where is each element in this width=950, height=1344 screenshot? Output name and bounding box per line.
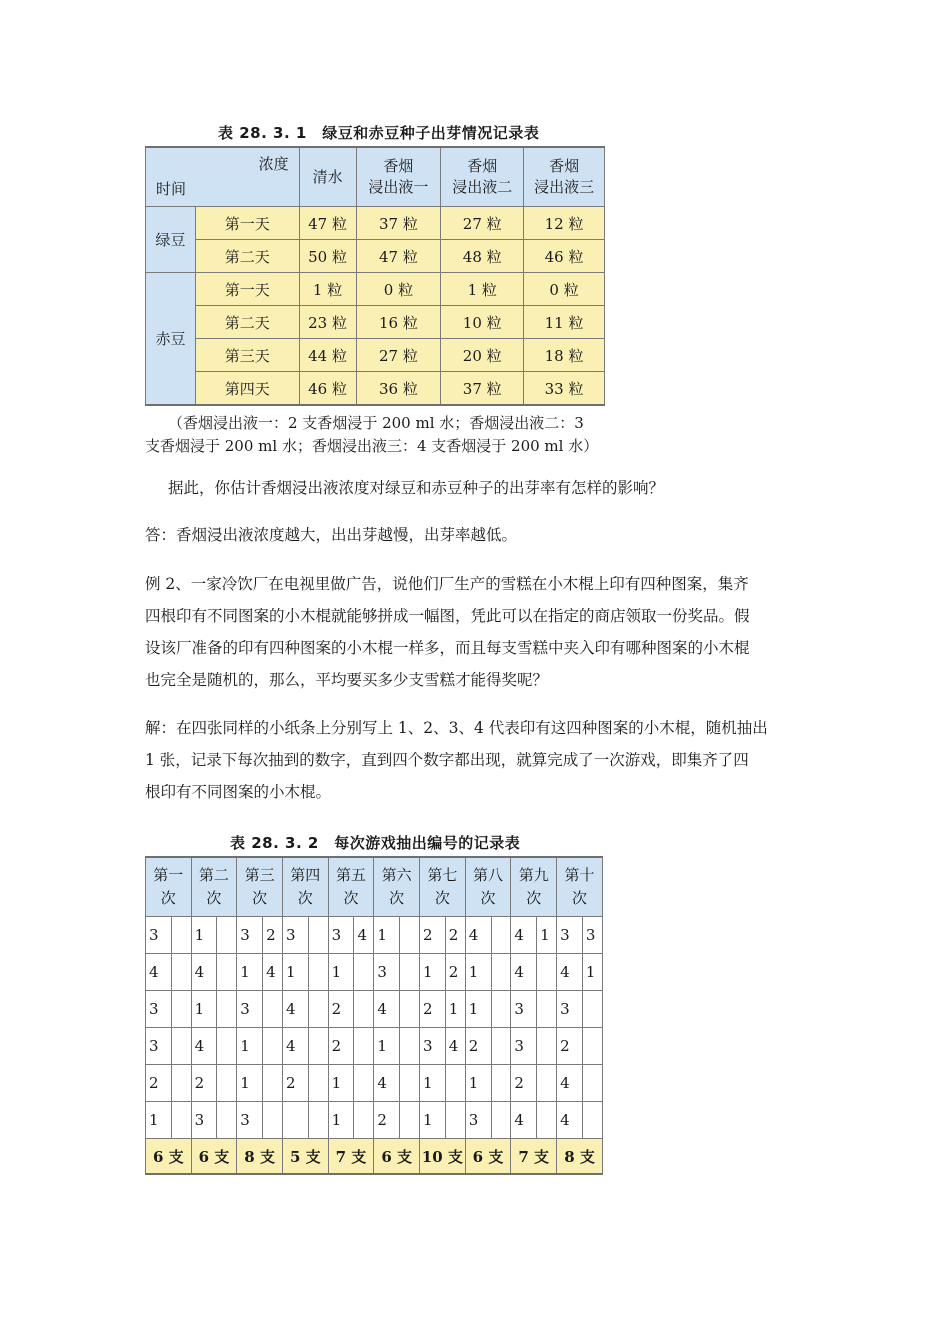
draw-cell (308, 1028, 328, 1065)
count-cell: 27 粒 (356, 339, 441, 372)
draw-cell: 2 (445, 954, 465, 991)
table-row (146, 240, 605, 273)
draw-cell: 4 (146, 954, 172, 991)
concentration-label: 浓度 (258, 155, 289, 173)
header-text: 第三 (244, 866, 275, 884)
count-cell: 12 粒 (524, 207, 605, 240)
draw-cell: 3 (582, 917, 602, 954)
draw-cell (582, 1065, 602, 1102)
draw-cell (537, 1065, 557, 1102)
table-row (146, 1028, 603, 1065)
count-cell: 46 粒 (524, 240, 605, 273)
header-text: 次 (480, 889, 496, 907)
draw-cell (400, 917, 420, 954)
count-cell: 11 粒 (524, 306, 605, 339)
header-text: 第十 (564, 866, 595, 884)
day-cell: 第一天 (195, 207, 299, 240)
count-cell: 0 粒 (524, 273, 605, 306)
count-cell: 44 粒 (299, 339, 356, 372)
day-cell: 第三天 (195, 339, 299, 372)
total-cell: 6 支 (146, 1139, 192, 1175)
table-row (146, 1065, 603, 1102)
table-row (146, 954, 603, 991)
draw-cell (400, 954, 420, 991)
draw-cell (282, 1102, 308, 1139)
total-cell: 5 支 (282, 1139, 328, 1175)
count-cell: 47 粒 (356, 240, 441, 273)
draw-cell (491, 954, 511, 991)
draw-cell (308, 1102, 328, 1139)
count-cell: 1 粒 (299, 273, 356, 306)
total-cell: 7 支 (328, 1139, 374, 1175)
draw-cell: 3 (557, 917, 583, 954)
draw-cell: 2 (263, 917, 283, 954)
count-cell: 23 粒 (299, 306, 356, 339)
draw-cell (400, 1028, 420, 1065)
draw-cell (171, 1065, 191, 1102)
draw-cell (354, 1065, 374, 1102)
day-cell: 第二天 (195, 306, 299, 339)
draw-cell: 4 (511, 917, 537, 954)
draw-cell (537, 1028, 557, 1065)
table-row (146, 207, 605, 240)
draw-cell: 3 (146, 1028, 172, 1065)
header-text: 次 (206, 889, 222, 907)
table1-caption: 表 28. 3. 1 绿豆和赤豆种子出芽情况记录表 (218, 124, 540, 142)
draw-cell: 4 (465, 917, 491, 954)
count-cell: 50 粒 (299, 240, 356, 273)
draw-cell (217, 1102, 237, 1139)
column-header (441, 147, 524, 207)
game-header (328, 857, 374, 917)
game-header (282, 857, 328, 917)
draw-cell: 4 (282, 1028, 308, 1065)
draw-cell: 3 (511, 991, 537, 1028)
draw-cell (263, 1028, 283, 1065)
question-text: 据此，你估计香烟浸出液浓度对绿豆和赤豆种子的出芽率有怎样的影响？ (168, 479, 665, 497)
draw-cell (582, 1102, 602, 1139)
day-cell: 第一天 (195, 273, 299, 306)
draw-cell: 1 (282, 954, 308, 991)
total-cell: 10 支 (419, 1139, 465, 1175)
corner-cell (146, 147, 300, 207)
count-cell: 37 粒 (441, 372, 524, 406)
count-cell: 1 粒 (441, 273, 524, 306)
draw-cell: 1 (328, 1065, 354, 1102)
draw-cell (263, 1102, 283, 1139)
header-text: 次 (297, 889, 313, 907)
header-text: 第八 (473, 866, 504, 884)
table-row (146, 306, 605, 339)
draw-cell: 1 (237, 1065, 263, 1102)
total-cell: 7 支 (511, 1139, 557, 1175)
draw-cell: 4 (445, 1028, 465, 1065)
draw-cell: 3 (282, 917, 308, 954)
draw-cell: 3 (146, 991, 172, 1028)
bean-name: 绿豆 (146, 207, 196, 273)
count-cell: 37 粒 (356, 207, 441, 240)
example2-line: 也完全是随机的，那么，平均要买多少支雪糕才能得奖呢？ (145, 671, 549, 689)
draw-cell (171, 954, 191, 991)
draw-cell: 1 (191, 991, 217, 1028)
draw-cell: 2 (328, 1028, 354, 1065)
draw-cell (171, 1028, 191, 1065)
draw-cell: 4 (354, 917, 374, 954)
count-cell: 46 粒 (299, 372, 356, 406)
draw-cell: 2 (419, 991, 445, 1028)
totals-row (146, 1139, 603, 1175)
day-cell: 第四天 (195, 372, 299, 406)
draw-cell: 3 (146, 917, 172, 954)
game-header (511, 857, 557, 917)
draw-cell (445, 1065, 465, 1102)
solution-line: 1 张，记录下每次抽到的数字，直到四个数字都出现，就算完成了一次游戏，即集齐了四 (145, 751, 749, 769)
game-header (465, 857, 511, 917)
count-cell: 36 粒 (356, 372, 441, 406)
header-text: 次 (389, 889, 405, 907)
draw-cell: 1 (237, 954, 263, 991)
table2-caption: 表 28. 3. 2 每次游戏抽出编号的记录表 (230, 834, 521, 852)
draw-cell: 2 (328, 991, 354, 1028)
draw-cell (582, 991, 602, 1028)
count-cell: 18 粒 (524, 339, 605, 372)
header-text: 第九 (518, 866, 549, 884)
total-cell: 6 支 (191, 1139, 237, 1175)
draw-cell: 3 (374, 954, 400, 991)
count-cell: 27 粒 (441, 207, 524, 240)
time-label: 时间 (156, 180, 187, 198)
header-text: 浸出液二 (452, 178, 513, 196)
draw-cell (354, 991, 374, 1028)
draw-cell (491, 1065, 511, 1102)
draw-cell: 1 (328, 954, 354, 991)
header-text: 第七 (427, 866, 458, 884)
draw-cell: 3 (419, 1028, 445, 1065)
draw-cell: 2 (419, 917, 445, 954)
header-text: 清水 (312, 167, 343, 186)
draw-cell (263, 991, 283, 1028)
header-text: 次 (434, 889, 450, 907)
draw-cell: 2 (146, 1065, 172, 1102)
draw-cell: 3 (557, 991, 583, 1028)
draw-cell: 2 (374, 1102, 400, 1139)
draw-cell: 4 (557, 954, 583, 991)
draw-cell: 1 (146, 1102, 172, 1139)
draw-cell (537, 991, 557, 1028)
column-header (524, 147, 605, 207)
table-row (146, 1102, 603, 1139)
draw-cell (308, 954, 328, 991)
header-text: 第二 (198, 866, 229, 884)
header-text: 次 (343, 889, 359, 907)
draw-cell: 2 (282, 1065, 308, 1102)
draw-cell (171, 1102, 191, 1139)
header-text: 香烟 (549, 157, 580, 175)
draw-cell (491, 1028, 511, 1065)
draw-cell: 3 (511, 1028, 537, 1065)
count-cell: 10 粒 (441, 306, 524, 339)
draw-cell: 4 (191, 954, 217, 991)
draw-cell: 1 (465, 991, 491, 1028)
header-text: 香烟 (383, 157, 414, 175)
draw-cell (354, 1028, 374, 1065)
draw-cell (171, 991, 191, 1028)
draw-cell: 4 (374, 1065, 400, 1102)
draw-cell: 2 (511, 1065, 537, 1102)
draw-cell: 1 (419, 954, 445, 991)
draw-cell: 3 (237, 1102, 263, 1139)
draw-cell (354, 954, 374, 991)
draw-cell (400, 1065, 420, 1102)
draw-cell: 1 (374, 1028, 400, 1065)
answer-text: 答：香烟浸出液浓度越大，出出芽越慢，出芽率越低。 (145, 526, 518, 544)
draw-cell (217, 991, 237, 1028)
draw-cell (400, 991, 420, 1028)
header-text: 第六 (381, 866, 412, 884)
game-header (374, 857, 420, 917)
draw-cell: 1 (465, 954, 491, 991)
draw-cell (308, 1065, 328, 1102)
header-text: 第一 (153, 866, 184, 884)
draw-cell: 1 (537, 917, 557, 954)
draw-cell (400, 1102, 420, 1139)
header-row (146, 857, 603, 917)
header-text: 香烟 (467, 157, 498, 175)
game-header (557, 857, 603, 917)
header-text: 次 (526, 889, 542, 907)
draw-cell: 2 (191, 1065, 217, 1102)
draw-cell: 4 (511, 954, 537, 991)
total-cell: 6 支 (465, 1139, 511, 1175)
total-cell: 8 支 (237, 1139, 283, 1175)
table1-note-line2: 支香烟浸于 200 ml 水；香烟浸出液三：4 支香烟浸于 200 ml 水） (145, 437, 599, 455)
draw-cell (171, 917, 191, 954)
count-cell: 47 粒 (299, 207, 356, 240)
total-cell: 6 支 (374, 1139, 420, 1175)
draw-cell: 1 (445, 991, 465, 1028)
draw-cell: 1 (419, 1065, 445, 1102)
draw-cell (491, 991, 511, 1028)
germination-table (145, 146, 605, 406)
draw-cell: 4 (282, 991, 308, 1028)
draw-record-table (145, 856, 603, 1175)
header-text: 第四 (290, 866, 321, 884)
draw-cell: 1 (465, 1065, 491, 1102)
table-row (146, 273, 605, 306)
example2-line: 例 2、一家冷饮厂在电视里做广告，说他们厂生产的雪糕在小木棍上印有四种图案，集齐 (145, 575, 749, 593)
table-row (146, 372, 605, 406)
draw-cell: 2 (465, 1028, 491, 1065)
draw-cell (537, 1102, 557, 1139)
total-cell: 8 支 (557, 1139, 603, 1175)
count-cell: 16 粒 (356, 306, 441, 339)
draw-cell: 4 (191, 1028, 217, 1065)
draw-cell: 4 (263, 954, 283, 991)
draw-cell (308, 917, 328, 954)
draw-cell (217, 954, 237, 991)
header-text: 次 (572, 889, 588, 907)
draw-cell: 2 (445, 917, 465, 954)
draw-cell: 2 (557, 1028, 583, 1065)
day-cell: 第二天 (195, 240, 299, 273)
draw-cell (217, 1065, 237, 1102)
draw-cell (491, 1102, 511, 1139)
draw-cell: 1 (191, 917, 217, 954)
count-cell: 0 粒 (356, 273, 441, 306)
draw-cell: 1 (419, 1102, 445, 1139)
draw-cell (217, 917, 237, 954)
game-header (146, 857, 192, 917)
draw-cell: 1 (328, 1102, 354, 1139)
draw-cell: 3 (191, 1102, 217, 1139)
draw-cell: 3 (328, 917, 354, 954)
game-header (419, 857, 465, 917)
draw-cell: 4 (374, 991, 400, 1028)
count-cell: 20 粒 (441, 339, 524, 372)
table-row (146, 991, 603, 1028)
draw-cell: 4 (511, 1102, 537, 1139)
draw-cell: 1 (237, 1028, 263, 1065)
column-header (356, 147, 441, 207)
draw-cell (491, 917, 511, 954)
game-header (237, 857, 283, 917)
header-text: 次 (160, 889, 176, 907)
draw-cell (217, 1028, 237, 1065)
draw-cell: 4 (557, 1065, 583, 1102)
header-row (146, 147, 605, 207)
solution-line: 解：在四张同样的小纸条上分别写上 1、2、3、4 代表印有这四种图案的小木棍，随机抽出 (145, 719, 768, 737)
draw-cell (537, 954, 557, 991)
draw-cell (354, 1102, 374, 1139)
table-row (146, 339, 605, 372)
game-header (191, 857, 237, 917)
header-text: 浸出液一 (368, 178, 429, 196)
bean-name: 赤豆 (146, 273, 196, 406)
table-row (146, 917, 603, 954)
header-text: 浸出液三 (534, 178, 595, 196)
draw-cell (582, 1028, 602, 1065)
draw-cell (308, 991, 328, 1028)
count-cell: 48 粒 (441, 240, 524, 273)
draw-cell: 3 (237, 991, 263, 1028)
draw-cell (445, 1102, 465, 1139)
count-cell: 33 粒 (524, 372, 605, 406)
draw-cell (263, 1065, 283, 1102)
draw-cell: 1 (582, 954, 602, 991)
draw-cell: 3 (465, 1102, 491, 1139)
table1-note-line1: （香烟浸出液一：2 支香烟浸于 200 ml 水；香烟浸出液二：3 (168, 414, 584, 432)
draw-cell: 1 (374, 917, 400, 954)
header-text: 第五 (335, 866, 366, 884)
header-text: 次 (252, 889, 268, 907)
draw-cell: 3 (237, 917, 263, 954)
example2-line: 设该厂准备的印有四种图案的小木棍一样多，而且每支雪糕中夹入印有哪种图案的小木棍 (145, 639, 750, 657)
solution-line: 根印有不同图案的小木棍。 (145, 783, 332, 801)
column-header (299, 147, 356, 207)
draw-cell: 4 (557, 1102, 583, 1139)
example2-line: 四根印有不同图案的小木棍就能够拼成一幅图，凭此可以在指定的商店领取一份奖品。假 (145, 607, 750, 625)
